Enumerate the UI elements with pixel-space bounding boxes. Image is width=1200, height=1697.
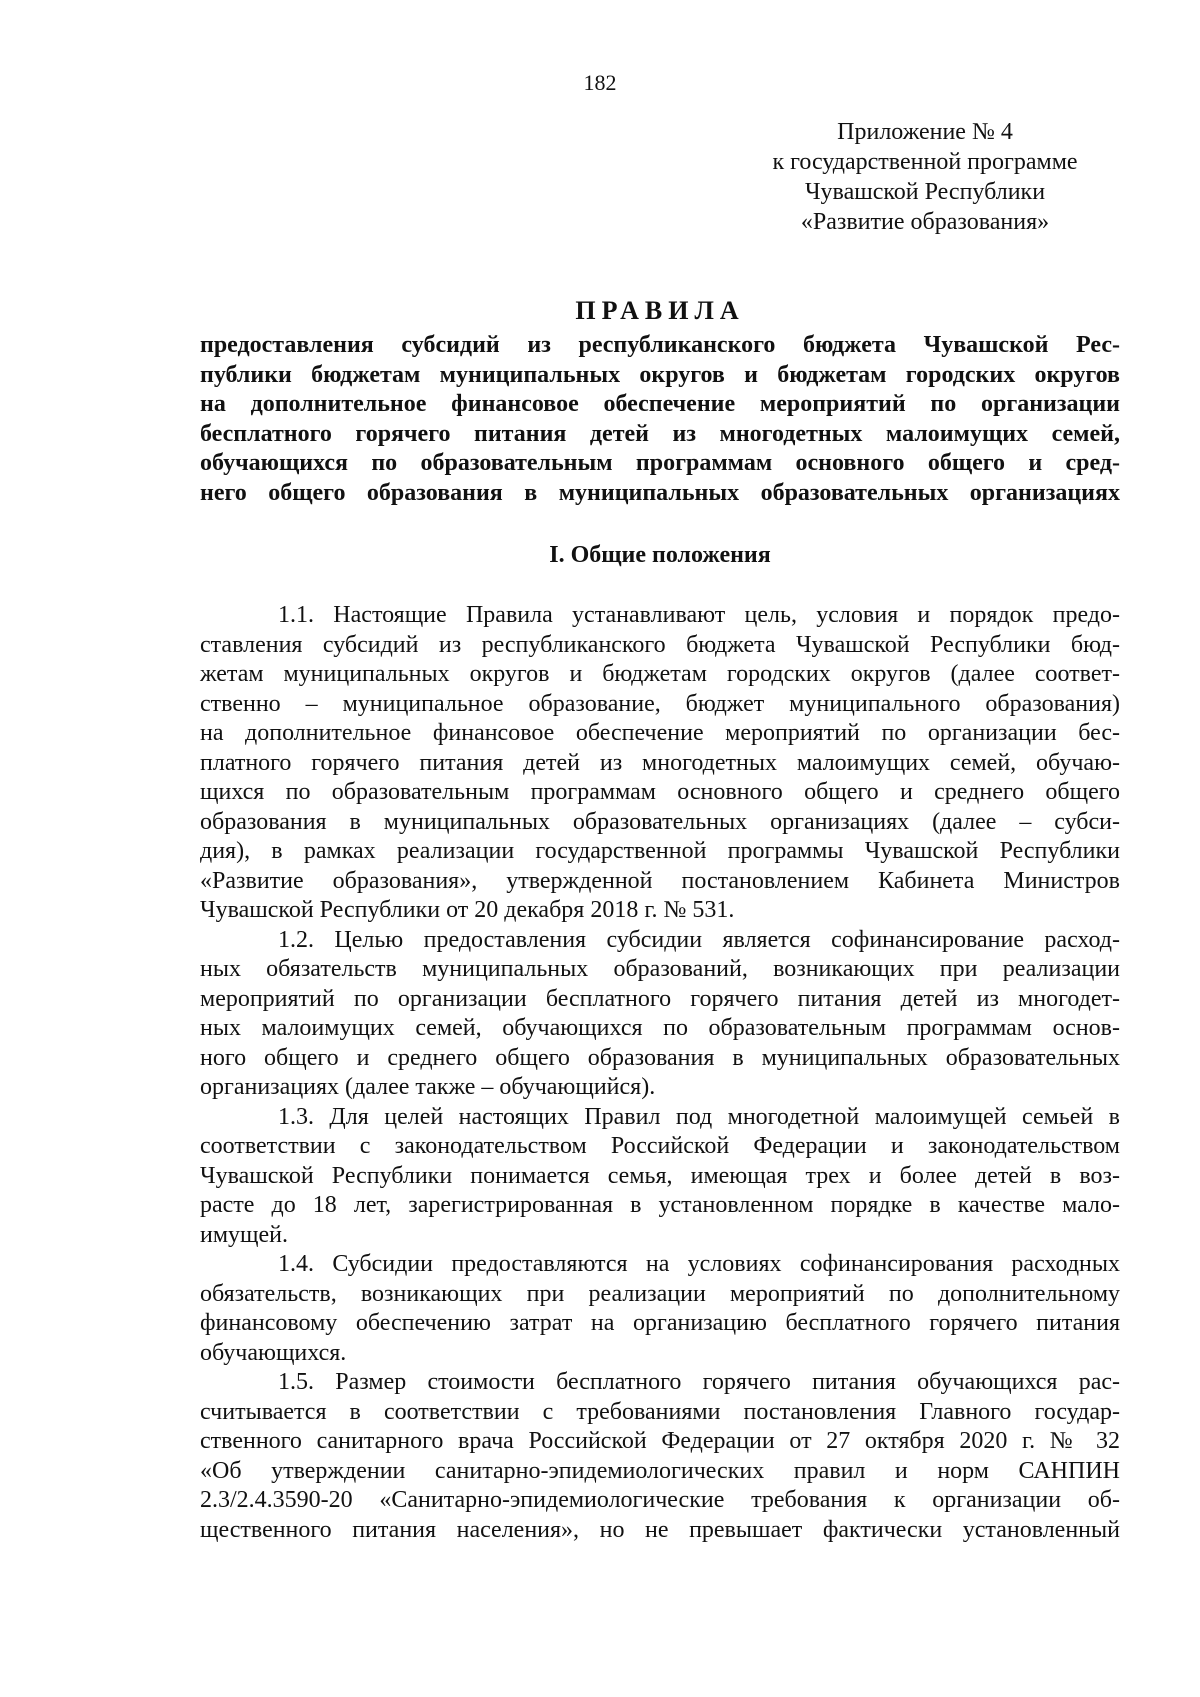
paragraph-line: 2.3/2.4.3590-20 «Санитарно-эпидемиологические требования к организации об- [200, 1487, 1120, 1513]
appendix-line: Чувашской Республики [804, 179, 1046, 205]
page-number: 182 [583, 70, 617, 95]
subtitle-line: него общего образования в муниципальных образовательных организациях [200, 479, 1120, 506]
paragraph-line: ных обязательств муниципальных образований, возникающих при реализации [200, 956, 1120, 982]
subtitle-line: публики бюджетам муниципальных округов и бюджетам городских округов [200, 361, 1120, 388]
subtitle-line: предоставления субсидий из республиканского бюджета Чувашской Рес- [200, 332, 1120, 358]
paragraph-line: Чувашской Республики понимается семья, имеющая трех и более детей в воз- [200, 1162, 1120, 1189]
paragraph-line: 1.1. Настоящие Правила устанавливают цель, условия и порядок предо- [278, 602, 1120, 628]
appendix-line: Приложение № 4 [837, 119, 1013, 145]
paragraph-line: ственного санитарного врача Российской Федерации от 27 октября 2020 г. № 32 [200, 1428, 1120, 1454]
paragraph-line: «Об утверждении санитарно-эпидемиологических правил и норм САНПИН [200, 1457, 1120, 1484]
paragraph-line: обучающихся. [200, 1339, 347, 1366]
paragraph-1-4 [200, 1250, 1120, 1368]
paragraph-line: щихся по образовательным программам основного общего и среднего общего [200, 779, 1120, 805]
paragraph-line: Чувашской Республики от 20 декабря 2018 г. № 531. [200, 897, 735, 923]
paragraph-line: на дополнительное финансовое обеспечение мероприятий по организации бес- [200, 720, 1120, 746]
document-title: ПРАВИЛА [575, 296, 745, 325]
paragraph-line: образования в муниципальных образовательных организациях (далее – субси- [200, 808, 1120, 835]
paragraph-line: обязательств, возникающих при реализации мероприятий по дополнительному [200, 1280, 1120, 1307]
paragraph-line: дия), в рамках реализации государственной программы Чувашской Республики [200, 838, 1120, 864]
paragraph-line: ставления субсидий из республиканского бюджета Чувашской Республики бюд- [200, 631, 1120, 658]
paragraph-line: ных малоимущих семей, обучающихся по образовательным программам основ- [200, 1015, 1120, 1041]
paragraph-line: ственно – муниципальное образование, бюджет муниципального образования) [200, 690, 1120, 717]
paragraph-line: жетам муниципальных округов и бюджетам городских округов (далее соответ- [200, 661, 1120, 687]
paragraph-line: платного горячего питания детей из многодетных малоимущих семей, обучаю- [200, 749, 1120, 776]
appendix-line: к государственной программе [772, 149, 1078, 175]
paragraph-line: расте до 18 лет, зарегистрированная в установленном порядке в качестве мало- [200, 1192, 1120, 1218]
paragraph-line: ного общего и среднего общего образования в муниципальных образовательных [200, 1044, 1120, 1071]
paragraph-1-2 [200, 926, 1120, 1103]
section-heading: I. Общие положения [549, 542, 771, 568]
paragraph-line: соответствии с законодательством Российской Федерации и законодательством [200, 1133, 1120, 1159]
body-text [200, 601, 1120, 1545]
paragraph-line: щественного питания населения», но не превышает фактически установленный [200, 1516, 1120, 1543]
paragraph-1-5 [200, 1368, 1120, 1545]
paragraph-line: мероприятий по организации бесплатного горячего питания детей из многодет- [200, 985, 1120, 1012]
paragraph-1-3 [200, 1103, 1120, 1251]
appendix-line: «Развитие образования» [800, 209, 1050, 235]
subtitle-line: обучающихся по образовательным программам основного общего и сред- [200, 450, 1120, 476]
paragraph-line: 1.4. Субсидии предоставляются на условиях софинансирования расходных [278, 1251, 1120, 1277]
paragraph-line: имущей. [200, 1221, 289, 1248]
paragraph-line: финансовому обеспечению затрат на организацию бесплатного горячего питания [200, 1310, 1120, 1336]
subtitle-line: бесплатного горячего питания детей из многодетных малоимущих семей, [200, 420, 1120, 447]
paragraph-line: 1.5. Размер стоимости бесплатного горячего питания обучающихся рас- [278, 1369, 1120, 1395]
document-subtitle [200, 331, 1120, 508]
paragraph-1-1 [200, 601, 1120, 926]
paragraph-line: организациях (далее также – обучающийся). [200, 1074, 656, 1100]
appendix-reference [760, 117, 1090, 237]
paragraph-line: 1.3. Для целей настоящих Правил под многодетной малоимущей семьей в [278, 1103, 1120, 1130]
paragraph-line: «Развитие образования», утвержденной постановлением Кабинета Министров [200, 867, 1120, 894]
paragraph-line: считывается в соответствии с требованиями постановления Главного государ- [200, 1398, 1120, 1425]
paragraph-line: 1.2. Целью предоставления субсидии является софинансирование расход- [278, 926, 1120, 953]
subtitle-line: на дополнительное финансовое обеспечение мероприятий по организации [200, 391, 1120, 417]
